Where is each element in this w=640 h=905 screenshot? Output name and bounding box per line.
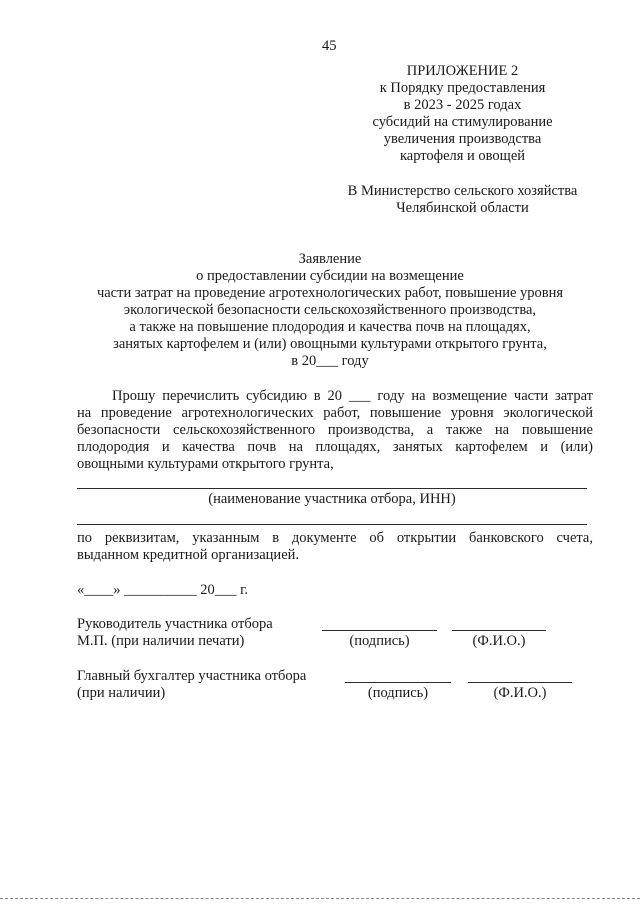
title-line: занятых картофелем и (или) овощными культурами открытого грунта, bbox=[113, 336, 547, 352]
head-name-caption: (Ф.И.О.) bbox=[472, 633, 526, 649]
appendix-line: увеличения производства bbox=[383, 131, 542, 147]
requisites-line: выданном кредитной организацией. bbox=[77, 547, 300, 563]
title-line: а также на повышение плодородия и качества почв на площадях, bbox=[129, 319, 531, 335]
page-number: 45 bbox=[322, 38, 337, 54]
title-line: в 20___ году bbox=[291, 353, 369, 369]
head-signature-caption: (подпись) bbox=[349, 633, 410, 649]
addressee-line: Челябинской области bbox=[396, 200, 529, 216]
appendix-line: ПРИЛОЖЕНИЕ 2 bbox=[406, 63, 519, 79]
accountant-signature-field[interactable] bbox=[345, 682, 451, 683]
body-line: овощными культурами открытого грунта, bbox=[77, 456, 334, 472]
appendix-line: к Порядку предоставления bbox=[379, 80, 546, 96]
appendix-line: в 2023 - 2025 годах bbox=[403, 97, 522, 113]
date-line[interactable]: «____» __________ 20___ г. bbox=[77, 582, 249, 598]
head-label: Руководитель участника отбора bbox=[77, 616, 273, 632]
head-stamp-label: М.П. (при наличии печати) bbox=[77, 633, 245, 649]
head-name-field[interactable] bbox=[452, 630, 546, 631]
title-line: о предоставлении субсидии на возмещение bbox=[196, 268, 464, 284]
appendix-line: картофеля и овощей bbox=[399, 148, 526, 164]
title-line: Заявление bbox=[298, 251, 362, 267]
title-line: части затрат на проведение агротехнологических работ, повышение уровня bbox=[96, 285, 564, 301]
title-line: экологической безопасности сельскохозяйственного производства, bbox=[123, 302, 537, 318]
body-line: безопасности сельскохозяйственного производства, а также на повышение bbox=[77, 422, 593, 438]
appendix-line: субсидий на стимулирование bbox=[372, 114, 553, 130]
body-line: плодородия и качества почв на площадях, занятых картофелем и (или) bbox=[77, 439, 593, 455]
accountant-name-caption: (Ф.И.О.) bbox=[493, 685, 547, 701]
accountant-name-field[interactable] bbox=[468, 682, 572, 683]
body-line: на проведение агротехнологических работ, повышение уровня экологической bbox=[77, 405, 593, 421]
scan-edge-line bbox=[0, 898, 640, 899]
participant-caption: (наименование участника отбора, ИНН) bbox=[208, 491, 456, 507]
accountant-signature-caption: (подпись) bbox=[367, 685, 429, 701]
participant-details-field[interactable] bbox=[77, 524, 587, 525]
accountant-label: Главный бухгалтер участника отбора bbox=[77, 668, 307, 684]
body-line: Прошу перечислить субсидию в 20 ___ году на возмещение части затрат bbox=[112, 388, 593, 404]
accountant-optional-label: (при наличии) bbox=[77, 685, 166, 701]
requisites-line: по реквизитам, указанным в документе об открытии банковского счета, bbox=[77, 530, 593, 546]
participant-name-field[interactable] bbox=[77, 488, 587, 489]
head-signature-field[interactable] bbox=[322, 630, 437, 631]
addressee-line: В Министерство сельского хозяйства bbox=[347, 183, 578, 199]
